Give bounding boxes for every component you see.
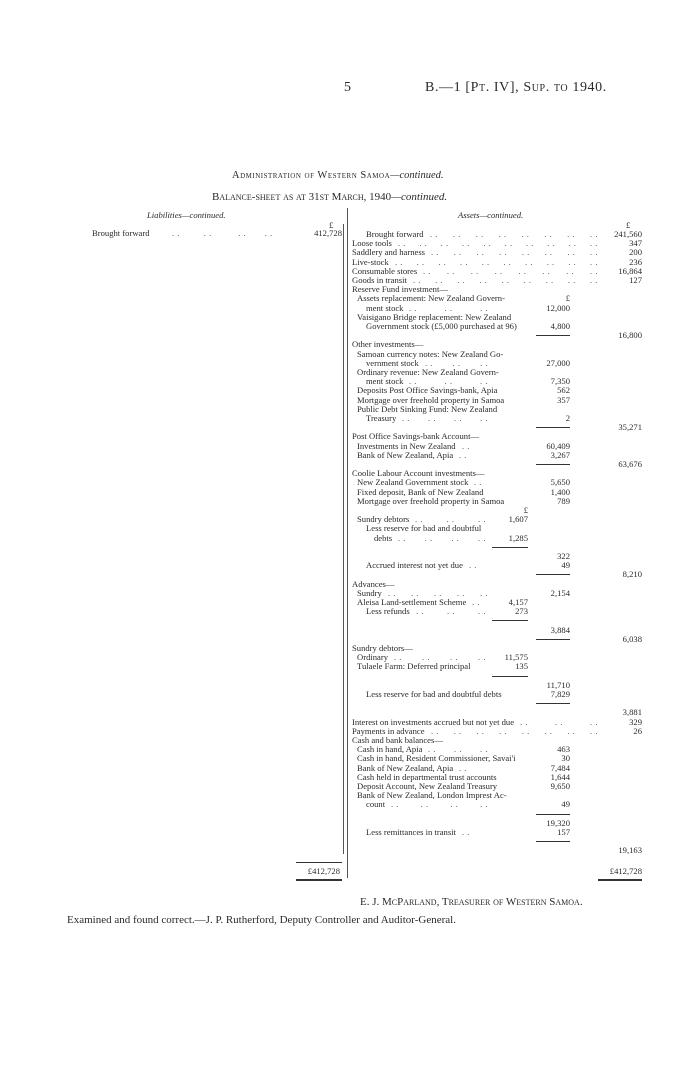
- sub-title-suffix: —continued.: [391, 191, 448, 203]
- dot-leader: . . . . . . . .: [391, 800, 488, 810]
- dot-leader: . . . . . .: [428, 745, 488, 755]
- asset-row: [352, 828, 642, 837]
- page-number: 5: [344, 80, 351, 95]
- asset-row-amount-c2: 3,884: [550, 624, 570, 635]
- asset-row-label: Less refunds: [366, 606, 410, 617]
- asset-row: [352, 672, 642, 681]
- asset-row: [352, 322, 642, 331]
- dot-leader: . . . . . . . . . . . . . . . .: [423, 266, 598, 276]
- asset-row: [352, 616, 642, 625]
- asset-row-label: Accrued interest not yet due: [366, 560, 463, 571]
- asset-row-label: Interest on investments accrued but not yet due: [352, 716, 515, 727]
- dot-leader: . .: [459, 763, 467, 773]
- asset-row-amount-c2: 2: [565, 413, 570, 423]
- dot-leader: . . . . . . . . . . . . . . . .: [430, 230, 598, 239]
- liabilities-brought-forward-value: 412,728: [314, 228, 342, 238]
- asset-row-label: Other investments—: [352, 339, 424, 350]
- dot-leader: . . . . . . . .: [402, 414, 488, 423]
- dot-leader: . .: [459, 450, 467, 460]
- asset-row: [352, 561, 642, 570]
- liabilities-left-rule: [343, 224, 344, 854]
- asset-row-amount-c3: 3,881: [622, 707, 642, 718]
- asset-row-label: Saddlery and harness: [352, 247, 426, 258]
- asset-row-amount-c2: 4,800: [550, 321, 570, 331]
- asset-row-label: Advances—: [352, 578, 395, 589]
- asset-row-label: Sundry debtors—: [352, 643, 413, 653]
- asset-row-amount-c2: 49: [561, 560, 570, 571]
- main-title: [232, 170, 444, 181]
- asset-row-label: ment stock: [366, 376, 404, 387]
- asset-row-amount-c2: 12,000: [546, 302, 570, 313]
- asset-row-label: Coolie Labour Account investments—: [352, 468, 485, 479]
- assets-total: £412,728: [609, 866, 642, 876]
- subtotal-rule: [492, 547, 528, 548]
- asset-row-amount-c2: 30: [561, 753, 570, 764]
- asset-row-label: Less reserve for bad and doubtful debts: [366, 689, 502, 699]
- dot-leader: . . . . . . . .: [398, 533, 486, 543]
- asset-row-label: Consumable stores: [352, 265, 418, 276]
- asset-row-amount-c2: 789: [557, 495, 570, 506]
- asset-row-label: Samoan currency notes: New Zealand Go-: [357, 348, 504, 359]
- subtotal-rule: [492, 676, 528, 677]
- asset-row-label: New Zealand Government stock: [357, 477, 469, 488]
- dot-leader: . . . . . .: [416, 607, 486, 617]
- asset-row-label: Sundry: [357, 587, 382, 598]
- asset-row-amount-c3: 329: [629, 716, 642, 727]
- subtotal-rule: [536, 335, 570, 336]
- dot-leader: . .: [474, 478, 482, 488]
- dot-leader: . . . . . . . . . . . . . . . .: [431, 248, 598, 258]
- liabilities-heading: Liabilities—continued.: [147, 210, 226, 220]
- asset-row-label: Post Office Savings-bank Account—: [352, 431, 480, 442]
- asset-row-label: Fixed deposit, Bank of New Zealand: [357, 486, 484, 497]
- asset-row-label: Cash in hand, Apia: [357, 744, 423, 755]
- asset-row: [352, 497, 642, 506]
- asset-row: [352, 837, 642, 846]
- dot-leader: . . . . . .: [520, 717, 598, 727]
- subtotal-rule: [536, 841, 570, 842]
- asset-row-label: ment stock: [366, 302, 404, 313]
- subtotal-rule: [536, 639, 570, 640]
- asset-row-amount-c2: 2,154: [550, 587, 570, 598]
- dot-leader: . .: [469, 561, 477, 571]
- asset-row-label: Bank of New Zealand, London Imprest Ac-: [357, 790, 507, 801]
- auditor-certification: Examined and found correct.—J. P. Rutherford, Deputy Controller and Auditor-General.: [67, 914, 456, 926]
- dot-leader: . . . . . .: [415, 515, 486, 525]
- asset-row: [352, 690, 642, 699]
- asset-row-amount-c2: 7,829: [550, 689, 570, 699]
- asset-row: [352, 534, 642, 543]
- assets-total-rule-bottom: [598, 879, 642, 881]
- dot-leader: . . . . . . . .: [394, 653, 486, 663]
- asset-row-amount-c2: 3,267: [550, 449, 570, 460]
- asset-row: [352, 644, 642, 653]
- asset-row-label: debts: [374, 532, 393, 543]
- asset-row-amount-c3: 236: [629, 256, 642, 267]
- asset-row-amount-c3: 127: [629, 275, 642, 285]
- asset-row-amount-c2: 19,320: [546, 817, 570, 828]
- asset-row-label: count: [366, 799, 386, 810]
- asset-row-amount-c3: 63,676: [618, 459, 642, 469]
- asset-row-amount-c3: 19,163: [618, 845, 642, 856]
- asset-row: [352, 791, 642, 800]
- asset-row-amount-c1: 4,157: [508, 597, 528, 607]
- asset-row-amount-c1: 1,285: [508, 532, 528, 543]
- asset-row: [352, 230, 642, 239]
- asset-row: [352, 414, 642, 423]
- subtotal-rule: [536, 427, 570, 428]
- asset-row-amount-c3: 26: [633, 725, 642, 736]
- asset-row-label: Payments in advance: [352, 725, 425, 736]
- asset-row: [352, 524, 642, 533]
- asset-row-label: Tulaele Farm: Deferred principal: [357, 661, 471, 672]
- asset-row-amount-c2: 463: [557, 744, 570, 755]
- asset-row-label: Reserve Fund investment—: [352, 284, 448, 295]
- sub-title-text: Balance-sheet as at 31st March, 1940: [212, 191, 392, 203]
- subtotal-rule: [536, 574, 570, 575]
- asset-row-amount-c3: 241,560: [614, 229, 642, 239]
- dot-leader: . .: [462, 828, 470, 837]
- asset-row-label: Loose tools: [352, 238, 392, 249]
- liabilities-total-rule-top: [296, 862, 342, 863]
- asset-row: [352, 699, 642, 708]
- asset-row-amount-c1: 11,575: [504, 652, 528, 663]
- asset-row-amount-c3: 347: [629, 238, 642, 249]
- asset-row-label: Cash held in departmental trust accounts: [357, 771, 497, 782]
- asset-row-label: Bank of New Zealand, Apia: [357, 762, 454, 773]
- subtotal-rule: [536, 814, 570, 815]
- assets-heading: Assets—continued.: [458, 210, 524, 220]
- asset-row-label: Deposit Account, New Zealand Treasury: [357, 781, 498, 791]
- asset-row-label: Less remittances in transit: [366, 827, 456, 837]
- asset-row-label: Mortgage over freehold property in Samoa: [357, 495, 505, 506]
- liabilities-total-rule-bottom: [296, 879, 342, 881]
- asset-row-amount-c2: 7,350: [550, 376, 570, 387]
- page-reference: B.—1 [Pt. IV], Sup. to 1940.: [425, 80, 607, 95]
- asset-row-label: Live-stock: [352, 256, 389, 267]
- asset-row-amount-c3: 16,800: [618, 330, 642, 341]
- asset-row-amount-c2: 1,644: [550, 771, 570, 782]
- asset-row: [352, 846, 642, 855]
- asset-row: [352, 451, 642, 460]
- asset-row-label: Deposits Post Office Savings-bank, Apia: [357, 385, 498, 396]
- asset-row-amount-c2: 9,650: [550, 781, 570, 791]
- dot-leader: . .: [472, 598, 480, 607]
- asset-row: [352, 543, 642, 552]
- dot-leader: . .: [462, 441, 470, 451]
- asset-row-amount-c2: 11,710: [546, 679, 570, 690]
- asset-row-amount-c2: 1,400: [550, 486, 570, 497]
- asset-row-amount-c2: 7,484: [550, 762, 570, 773]
- asset-row-amount-c1: 135: [515, 661, 528, 672]
- treasurer-signature: E. J. McParland, Treasurer of Western Samoa.: [360, 896, 583, 908]
- asset-row: [352, 810, 642, 819]
- asset-row-amount-c2: £: [565, 293, 570, 304]
- asset-row-amount-c2: 60,409: [546, 440, 570, 451]
- center-column-rule: [347, 208, 348, 878]
- subtotal-rule: [492, 620, 528, 621]
- asset-row: [352, 626, 642, 635]
- dot-leader: . . . . . . . . . . . . . . . .: [431, 726, 598, 736]
- asset-row-label: Assets replacement: New Zealand Govern-: [357, 293, 505, 304]
- asset-row-label: Aleisa Land-settlement Scheme: [357, 597, 467, 607]
- dot-leader: . . . . . . . . . . . . . . . . . .: [413, 276, 598, 285]
- asset-row-amount-c3: 8,210: [622, 569, 642, 580]
- dot-leader: . . . . . .: [425, 358, 488, 368]
- main-title-suffix: —continued.: [390, 170, 444, 181]
- asset-row-amount-c2: 157: [557, 827, 570, 837]
- asset-row-label: Ordinary: [357, 652, 389, 663]
- subtotal-rule: [536, 703, 570, 704]
- liabilities-dot-leaders: . . . . . . . .: [172, 228, 273, 238]
- asset-row-amount-c2: 5,650: [550, 477, 570, 488]
- asset-row: [352, 800, 642, 809]
- asset-row-amount-c2: 49: [561, 799, 570, 810]
- subtotal-rule: [536, 464, 570, 465]
- asset-row-label: vernment stock: [366, 357, 419, 368]
- asset-row-label: Ordinary revenue: New Zealand Govern-: [357, 367, 499, 377]
- asset-row-amount-c3: 200: [629, 247, 642, 258]
- asset-row-amount-c2: 322: [557, 551, 570, 561]
- dot-leader: . . . . . . . . . . . . . . . . . . . .: [398, 239, 598, 249]
- liabilities-total: £412,728: [307, 866, 340, 876]
- asset-row: [352, 662, 642, 671]
- asset-row-amount-c3: 35,271: [618, 422, 642, 433]
- asset-row-label: Sundry debtors: [357, 514, 410, 525]
- asset-row-label: Brought forward: [366, 229, 424, 239]
- asset-row-label: Investments in New Zealand: [357, 440, 456, 451]
- asset-row-amount-c3: 16,864: [618, 265, 642, 276]
- asset-row-amount-c2: 27,000: [546, 357, 570, 368]
- asset-row-label: Vaisigano Bridge replacement: New Zealand: [357, 311, 512, 322]
- asset-row-amount-c1: 1,607: [508, 514, 528, 525]
- asset-row: [352, 607, 642, 616]
- dot-leader: . . . . . .: [409, 377, 488, 387]
- asset-row: [352, 248, 642, 257]
- asset-row: [352, 570, 642, 579]
- asset-row-label: Cash in hand, Resident Commissioner, Savai'i: [357, 753, 516, 764]
- asset-row: [352, 580, 642, 589]
- asset-row-label: Government stock (£5,000 purchased at 96): [366, 321, 517, 331]
- asset-row-label: Bank of New Zealand, Apia: [357, 449, 454, 460]
- assets-currency: £: [626, 220, 631, 230]
- asset-row-label: Less reserve for bad and doubtful: [366, 523, 482, 534]
- asset-row-amount-c1: 273: [515, 606, 528, 617]
- dot-leader: . . . . . .: [409, 303, 488, 313]
- asset-row-label: Goods in transit: [352, 275, 407, 285]
- asset-row-label: Treasury: [366, 413, 397, 423]
- dot-leader: . . . . . . . . . .: [388, 588, 488, 598]
- asset-row-amount-c2: 562: [557, 385, 570, 396]
- asset-row-amount-c1: £: [523, 505, 528, 515]
- liabilities-brought-forward-label: Brought forward: [92, 228, 150, 238]
- dot-leader: . . . . . . . . . . . . . . . . . . . .: [395, 257, 598, 267]
- asset-row-label: Mortgage over freehold property in Samoa: [357, 394, 505, 405]
- sub-title: [212, 191, 447, 203]
- asset-row-amount-c3: 6,038: [622, 633, 642, 644]
- asset-row-amount-c2: 357: [557, 394, 570, 405]
- liabilities-currency: £: [329, 220, 334, 230]
- asset-row-label: Public Debt Sinking Fund: New Zealand: [357, 403, 498, 414]
- asset-row-label: Cash and bank balances—: [352, 735, 443, 745]
- main-title-text: Administration of Western Samoa: [232, 170, 391, 181]
